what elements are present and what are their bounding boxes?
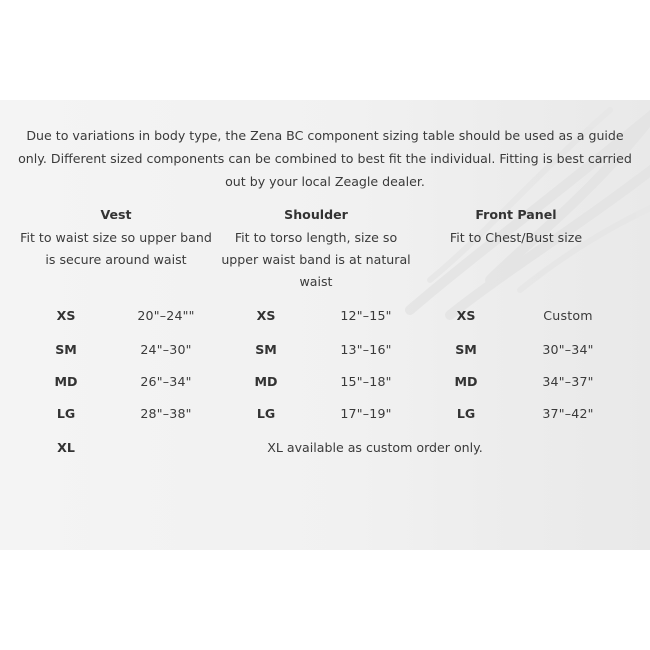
shoulder-value: 15"–18": [340, 374, 392, 389]
front-panel-description: Fit to Chest/Bust size: [449, 230, 583, 245]
shoulder-value: 17"–19": [340, 406, 392, 421]
front-value: 37"–42": [542, 406, 594, 421]
shoulder-value: 13"–16": [340, 342, 392, 357]
front-size-label: MD: [454, 374, 478, 389]
vest-value: 26"–34": [140, 374, 192, 389]
intro-text: Due to variations in body type, the Zena BC component sizing table should be used as a guide only. Different sized components can be combined to best fit the individual. Fitting is best carried out by your local Zeagle dealer.: [18, 128, 632, 189]
vest-size-label: LG: [56, 406, 76, 421]
front-size-label: SM: [455, 342, 477, 357]
front-size-label: XS: [456, 308, 476, 323]
vest-value: 28"–38": [140, 406, 192, 421]
shoulder-heading: Shoulder: [284, 207, 348, 222]
shoulder-size-label: MD: [254, 374, 278, 389]
shoulder-description: Fit to torso length, size so upper waist band is at natural waist: [221, 230, 411, 289]
vest-heading: Vest: [100, 207, 132, 222]
shoulder-size-label: SM: [255, 342, 277, 357]
front-value: 30"–34": [542, 342, 594, 357]
shoulder-size-label: LG: [256, 406, 276, 421]
vest-size-label: SM: [55, 342, 77, 357]
vest-size-label: MD: [54, 374, 78, 389]
vest-value: 20"–24"": [137, 308, 195, 323]
front-value: 34"–37": [542, 374, 594, 389]
vest-value: 24"–30": [140, 342, 192, 357]
front-panel-heading: Front Panel: [475, 207, 557, 222]
front-size-label: LG: [456, 406, 476, 421]
vest-description: Fit to waist size so upper band is secure around waist: [20, 230, 212, 267]
xl-size-label: XL: [57, 440, 75, 455]
vest-size-label: XS: [56, 308, 76, 323]
shoulder-size-label: XS: [256, 308, 276, 323]
front-value: Custom: [543, 308, 593, 323]
shoulder-value: 12"–15": [340, 308, 392, 323]
xl-note: XL available as custom order only.: [267, 440, 483, 455]
